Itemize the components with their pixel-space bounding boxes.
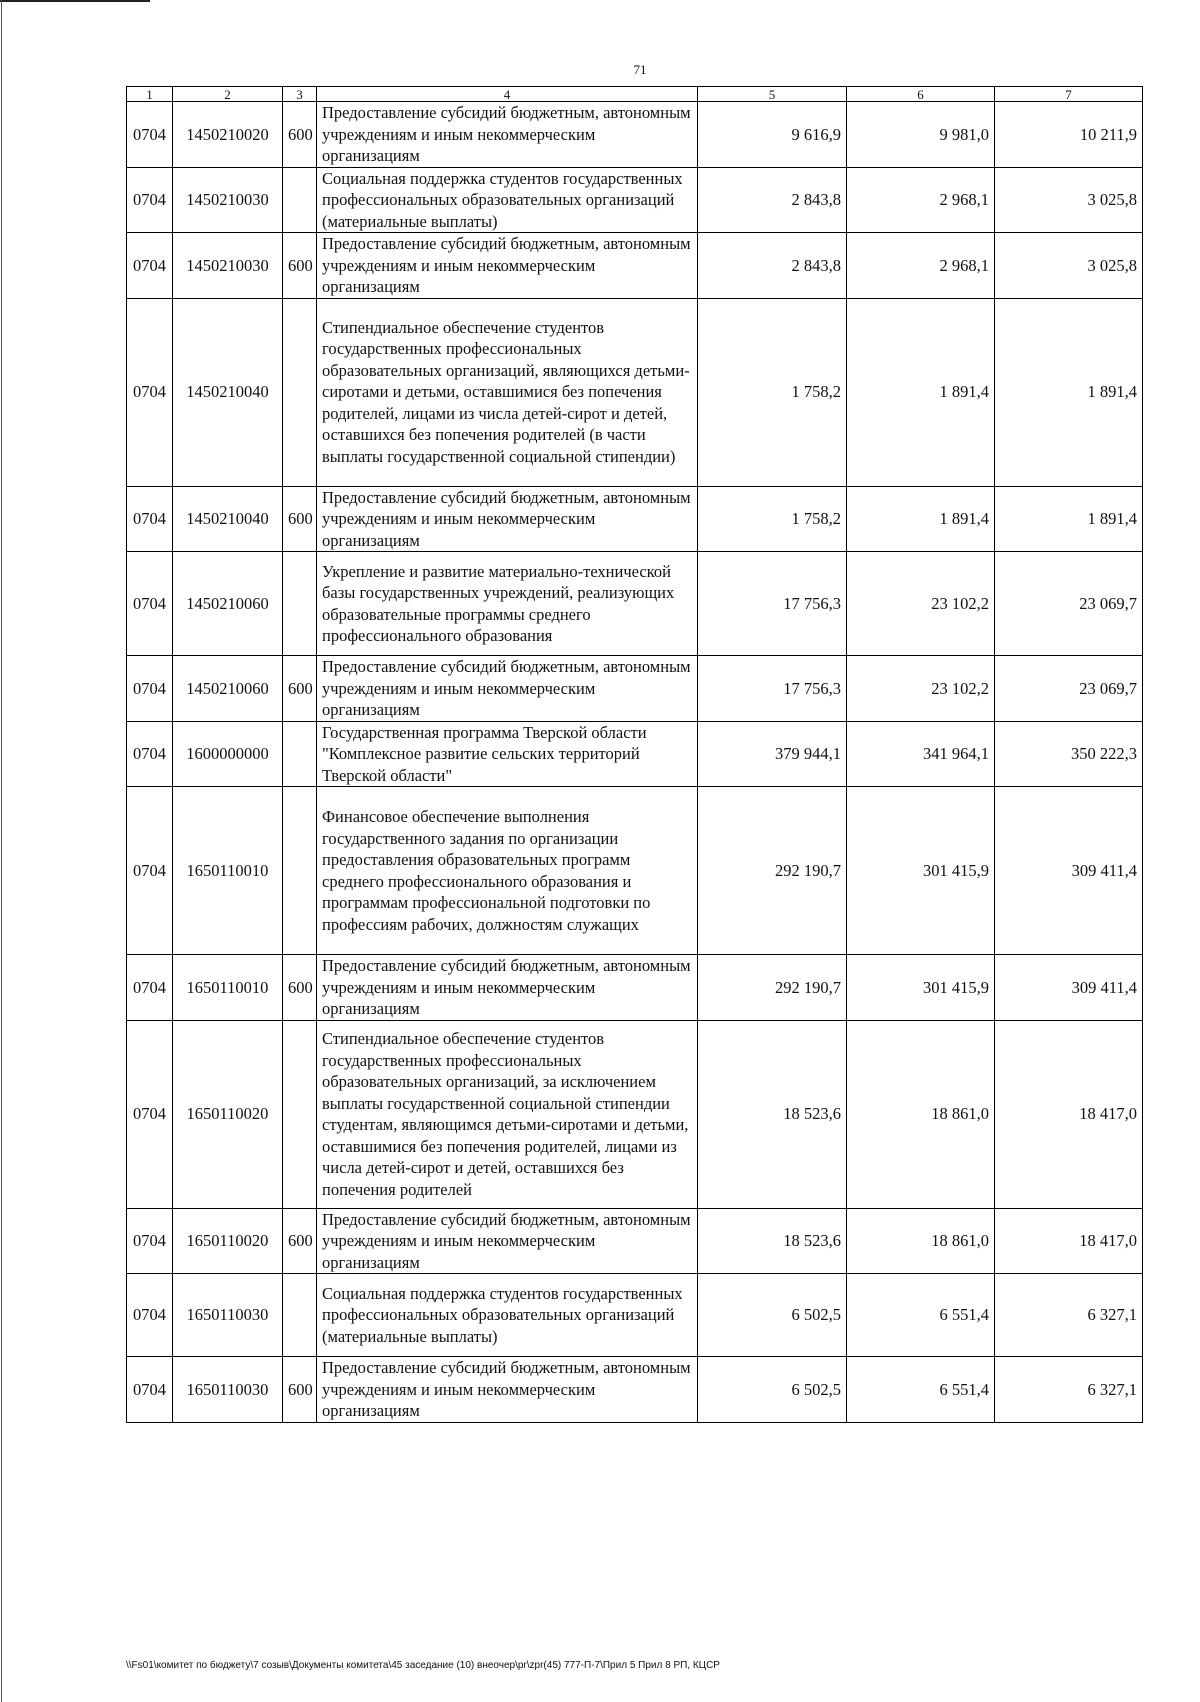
target-article-cell: 1450210060 bbox=[173, 656, 283, 722]
amount-year1-cell: 292 190,7 bbox=[698, 787, 847, 955]
table-row bbox=[127, 656, 1143, 722]
expense-type-cell: 600 bbox=[283, 1208, 317, 1274]
amount-year2-cell: 6 551,4 bbox=[847, 1357, 995, 1423]
item-name-cell: Предоставление субсидий бюджетным, автономным учреждениям и иным некоммерческим организациям bbox=[317, 955, 698, 1021]
table-row bbox=[127, 1274, 1143, 1357]
table-row bbox=[127, 298, 1143, 486]
table-row bbox=[127, 1020, 1143, 1208]
expense-type-cell: 600 bbox=[283, 1357, 317, 1423]
target-article-cell: 1450210060 bbox=[173, 552, 283, 656]
item-name-cell: Финансовое обеспечение выполнения государственного задания по организации предоставления образовательных программ среднего профессионального образования и программам профессиональной подготовки по профессиям рабочих, должностям служащих bbox=[317, 787, 698, 955]
table-row bbox=[127, 552, 1143, 656]
amount-year2-cell: 6 551,4 bbox=[847, 1274, 995, 1357]
target-article-cell: 1650110020 bbox=[173, 1208, 283, 1274]
table-row bbox=[127, 955, 1143, 1021]
target-article-cell: 1650110010 bbox=[173, 955, 283, 1021]
section-code-cell: 0704 bbox=[127, 787, 173, 955]
amount-year3-cell: 1 891,4 bbox=[995, 298, 1143, 486]
amount-year3-cell: 6 327,1 bbox=[995, 1357, 1143, 1423]
amount-year2-cell: 18 861,0 bbox=[847, 1020, 995, 1208]
target-article-cell: 1450210040 bbox=[173, 298, 283, 486]
target-article-cell: 1650110010 bbox=[173, 787, 283, 955]
section-code-cell: 0704 bbox=[127, 1357, 173, 1423]
amount-year3-cell: 23 069,7 bbox=[995, 552, 1143, 656]
target-article-cell: 1650110030 bbox=[173, 1357, 283, 1423]
section-code-cell: 0704 bbox=[127, 102, 173, 168]
amount-year2-cell: 1 891,4 bbox=[847, 298, 995, 486]
amount-year3-cell: 18 417,0 bbox=[995, 1208, 1143, 1274]
section-code-cell: 0704 bbox=[127, 298, 173, 486]
section-code-cell: 0704 bbox=[127, 1020, 173, 1208]
scan-edge-left bbox=[1, 0, 2, 1702]
item-name-cell: Предоставление субсидий бюджетным, автономным учреждениям и иным некоммерческим организациям bbox=[317, 486, 698, 552]
expense-type-cell: 600 bbox=[283, 233, 317, 299]
expense-type-cell bbox=[283, 1274, 317, 1357]
expense-type-cell: 600 bbox=[283, 656, 317, 722]
item-name-cell: Предоставление субсидий бюджетным, автономным учреждениям и иным некоммерческим организациям bbox=[317, 656, 698, 722]
amount-year2-cell: 301 415,9 bbox=[847, 787, 995, 955]
table-body bbox=[127, 102, 1143, 1423]
expense-type-cell: 600 bbox=[283, 486, 317, 552]
section-code-cell: 0704 bbox=[127, 955, 173, 1021]
table-row bbox=[127, 1208, 1143, 1274]
amount-year3-cell: 3 025,8 bbox=[995, 233, 1143, 299]
table-row bbox=[127, 167, 1143, 233]
budget-table bbox=[126, 86, 1143, 1423]
amount-year3-cell: 10 211,9 bbox=[995, 102, 1143, 168]
target-article-cell: 1650110030 bbox=[173, 1274, 283, 1357]
column-number-header: 1 bbox=[127, 87, 173, 102]
amount-year3-cell: 309 411,4 bbox=[995, 955, 1143, 1021]
table-row bbox=[127, 102, 1143, 168]
item-name-cell: Социальная поддержка студентов государственных профессиональных образовательных организаций (материальные выплаты) bbox=[317, 167, 698, 233]
expense-type-cell: 600 bbox=[283, 102, 317, 168]
amount-year2-cell: 18 861,0 bbox=[847, 1208, 995, 1274]
amount-year1-cell: 17 756,3 bbox=[698, 552, 847, 656]
target-article-cell: 1450210020 bbox=[173, 102, 283, 168]
page-number: 71 bbox=[633, 62, 647, 77]
item-name-cell: Стипендиальное обеспечение студентов государственных профессиональных образовательных организаций, являющихся детьми-сиротами и детьми, оставшимися без попечения родителей, лицами из числа детей-сирот и детей, оставшихся без попечения родителей (в части выплаты государственной социальной стипендии) bbox=[317, 298, 698, 486]
amount-year3-cell: 309 411,4 bbox=[995, 787, 1143, 955]
item-name-cell: Предоставление субсидий бюджетным, автономным учреждениям и иным некоммерческим организациям bbox=[317, 1208, 698, 1274]
amount-year3-cell: 23 069,7 bbox=[995, 656, 1143, 722]
section-code-cell: 0704 bbox=[127, 486, 173, 552]
amount-year2-cell: 301 415,9 bbox=[847, 955, 995, 1021]
amount-year1-cell: 292 190,7 bbox=[698, 955, 847, 1021]
section-code-cell: 0704 bbox=[127, 656, 173, 722]
amount-year1-cell: 2 843,8 bbox=[698, 233, 847, 299]
amount-year1-cell: 18 523,6 bbox=[698, 1208, 847, 1274]
expense-type-cell bbox=[283, 167, 317, 233]
amount-year1-cell: 6 502,5 bbox=[698, 1357, 847, 1423]
section-code-cell: 0704 bbox=[127, 1208, 173, 1274]
amount-year1-cell: 18 523,6 bbox=[698, 1020, 847, 1208]
amount-year1-cell: 1 758,2 bbox=[698, 298, 847, 486]
amount-year2-cell: 1 891,4 bbox=[847, 486, 995, 552]
item-name-cell: Предоставление субсидий бюджетным, автономным учреждениям и иным некоммерческим организациям bbox=[317, 1357, 698, 1423]
column-number-header: 4 bbox=[317, 87, 698, 102]
amount-year1-cell: 379 944,1 bbox=[698, 721, 847, 787]
amount-year3-cell: 3 025,8 bbox=[995, 167, 1143, 233]
amount-year2-cell: 9 981,0 bbox=[847, 102, 995, 168]
target-article-cell: 1450210040 bbox=[173, 486, 283, 552]
expense-type-cell bbox=[283, 552, 317, 656]
expense-type-cell bbox=[283, 298, 317, 486]
amount-year3-cell: 1 891,4 bbox=[995, 486, 1143, 552]
expense-type-cell bbox=[283, 721, 317, 787]
amount-year1-cell: 17 756,3 bbox=[698, 656, 847, 722]
amount-year2-cell: 341 964,1 bbox=[847, 721, 995, 787]
target-article-cell: 1650110020 bbox=[173, 1020, 283, 1208]
amount-year2-cell: 2 968,1 bbox=[847, 233, 995, 299]
expense-type-cell bbox=[283, 1020, 317, 1208]
target-article-cell: 1450210030 bbox=[173, 167, 283, 233]
item-name-cell: Стипендиальное обеспечение студентов государственных профессиональных образовательных организаций, за исключением выплаты государственной социальной стипендии студентам, являющимся детьми-сиротами и детьми, оставшимися без попечения родителей, лицами из числа детей-сирот и детей, оставшихся без попечения родителей bbox=[317, 1020, 698, 1208]
table-row bbox=[127, 721, 1143, 787]
column-number-header: 6 bbox=[847, 87, 995, 102]
target-article-cell: 1600000000 bbox=[173, 721, 283, 787]
expense-type-cell: 600 bbox=[283, 955, 317, 1021]
expense-type-cell bbox=[283, 787, 317, 955]
item-name-cell: Предоставление субсидий бюджетным, автономным учреждениям и иным некоммерческим организациям bbox=[317, 233, 698, 299]
table-row bbox=[127, 233, 1143, 299]
scan-edge-top bbox=[0, 0, 150, 2]
item-name-cell: Государственная программа Тверской области "Комплексное развитие сельских территорий Тверской области" bbox=[317, 721, 698, 787]
item-name-cell: Предоставление субсидий бюджетным, автономным учреждениям и иным некоммерческим организациям bbox=[317, 102, 698, 168]
column-number-row bbox=[127, 87, 1143, 102]
amount-year1-cell: 9 616,9 bbox=[698, 102, 847, 168]
column-number-header: 7 bbox=[995, 87, 1143, 102]
amount-year1-cell: 1 758,2 bbox=[698, 486, 847, 552]
section-code-cell: 0704 bbox=[127, 1274, 173, 1357]
column-number-header: 5 bbox=[698, 87, 847, 102]
amount-year3-cell: 350 222,3 bbox=[995, 721, 1143, 787]
amount-year3-cell: 18 417,0 bbox=[995, 1020, 1143, 1208]
table-row bbox=[127, 1357, 1143, 1423]
amount-year1-cell: 2 843,8 bbox=[698, 167, 847, 233]
section-code-cell: 0704 bbox=[127, 167, 173, 233]
section-code-cell: 0704 bbox=[127, 721, 173, 787]
column-number-header: 2 bbox=[173, 87, 283, 102]
section-code-cell: 0704 bbox=[127, 233, 173, 299]
amount-year2-cell: 2 968,1 bbox=[847, 167, 995, 233]
amount-year2-cell: 23 102,2 bbox=[847, 552, 995, 656]
amount-year1-cell: 6 502,5 bbox=[698, 1274, 847, 1357]
column-number-header: 3 bbox=[283, 87, 317, 102]
table-row bbox=[127, 787, 1143, 955]
table-row bbox=[127, 486, 1143, 552]
amount-year3-cell: 6 327,1 bbox=[995, 1274, 1143, 1357]
section-code-cell: 0704 bbox=[127, 552, 173, 656]
amount-year2-cell: 23 102,2 bbox=[847, 656, 995, 722]
footer-file-path: \\Fs01\комитет по бюджету\7 созыв\Документы комитета\45 заседание (10) внеочер\pr\zpr(45) 777-П-7\Прил 5 Прил 8 РП, КЦСР bbox=[126, 1660, 720, 1671]
item-name-cell: Укрепление и развитие материально-технической базы государственных учреждений, реализующих образовательные программы среднего профессионального образования bbox=[317, 552, 698, 656]
target-article-cell: 1450210030 bbox=[173, 233, 283, 299]
item-name-cell: Социальная поддержка студентов государственных профессиональных образовательных организаций (материальные выплаты) bbox=[317, 1274, 698, 1357]
